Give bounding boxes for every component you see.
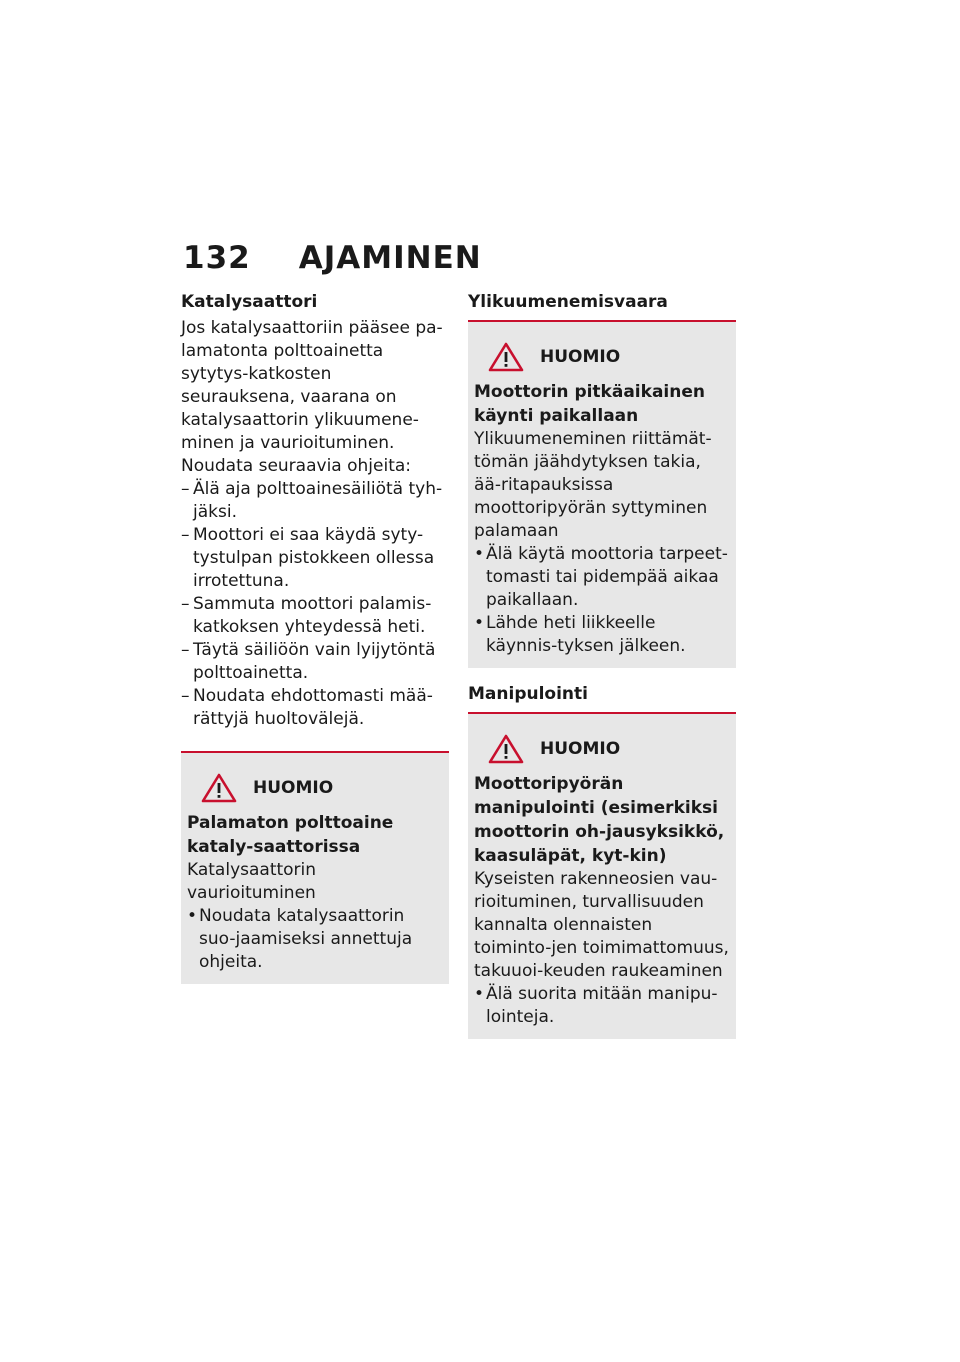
notice-box xyxy=(181,751,449,984)
page-number: 132 xyxy=(183,240,251,276)
notice-box xyxy=(468,320,736,668)
warning-triangle-icon xyxy=(488,342,524,372)
section-heading-ylikuumenemisvaara: Ylikuumenemisvaara xyxy=(468,292,668,312)
section-heading-katalysaattori: Katalysaattori xyxy=(181,292,318,312)
warning-triangle-icon xyxy=(488,734,524,764)
left-column xyxy=(181,290,449,984)
notice-box xyxy=(468,712,736,1039)
intro-paragraph: Jos katalysaattoriin pääsee pa-lamatonta polttoainetta sytytys-katkosten seurauksena, vaarana on katalysaattorin ylikuumene-minen ja vaurioituminen. xyxy=(181,318,443,453)
list-item: – Sammuta moottori palamis-katkoksen yhteydessä heti. xyxy=(181,594,432,637)
notice-bullet: • Älä suorita mitään manipu-lointeja. xyxy=(474,984,718,1027)
notice-label: HUOMIO xyxy=(540,739,621,759)
list-item: – Moottori ei saa käydä syty-tystulpan pistokkeen ollessa irrotettuna. xyxy=(181,525,435,591)
notice-title: Moottorin pitkäaikainen käynti paikallaan xyxy=(474,382,705,426)
notice-bullet: • Noudata katalysaattorin suo-jaamiseksi annettuja ohjeita. xyxy=(187,906,413,972)
right-column xyxy=(468,290,736,1039)
notice-consequence: Ylikuumeneminen riittämät-tömän jäähdytyksen takia, ää-ritapauksissa moottoripyörän syttyminen palamaan xyxy=(474,429,712,541)
list-item: – Noudata ehdottomasti mää-rättyjä huoltovälejä. xyxy=(181,686,433,729)
notice-bullet: • Lähde heti liikkeelle käynnis-tyksen jälkeen. xyxy=(474,613,686,656)
notice-bullet: • Älä käytä moottoria tarpeet-tomasti tai pidempää aikaa paikallaan. xyxy=(474,544,728,610)
section-heading-manipulointi: Manipulointi xyxy=(468,684,588,704)
list-item: – Täytä säiliöön vain lyijytöntä polttoainetta. xyxy=(181,640,436,683)
notice-title: Palamaton polttoaine kataly-saattorissa xyxy=(187,813,394,857)
notice-title: Moottoripyörän manipulointi (esimerkiksi moottorin oh-jausyksikkö, kaasuläpät, kyt-kin) xyxy=(474,774,725,866)
list-item: – Älä aja polttoainesäiliötä tyh-jäksi. xyxy=(181,479,443,522)
notice-label: HUOMIO xyxy=(253,778,334,798)
notice-label: HUOMIO xyxy=(540,347,621,367)
notice-consequence: Katalysaattorin vaurioituminen xyxy=(187,860,317,903)
instruction-list xyxy=(181,478,449,731)
page-header xyxy=(183,240,482,280)
notice-consequence: Kyseisten rakenneosien vau-rioituminen, turvallisuuden kannalta olennaisten toiminto-jen toimimattomuus, takuuoi-keuden raukeaminen xyxy=(474,869,729,981)
instruction-text: Noudata seuraavia ohjeita: xyxy=(181,456,411,476)
chapter-title: AJAMINEN xyxy=(298,240,482,276)
warning-triangle-icon xyxy=(201,773,237,803)
